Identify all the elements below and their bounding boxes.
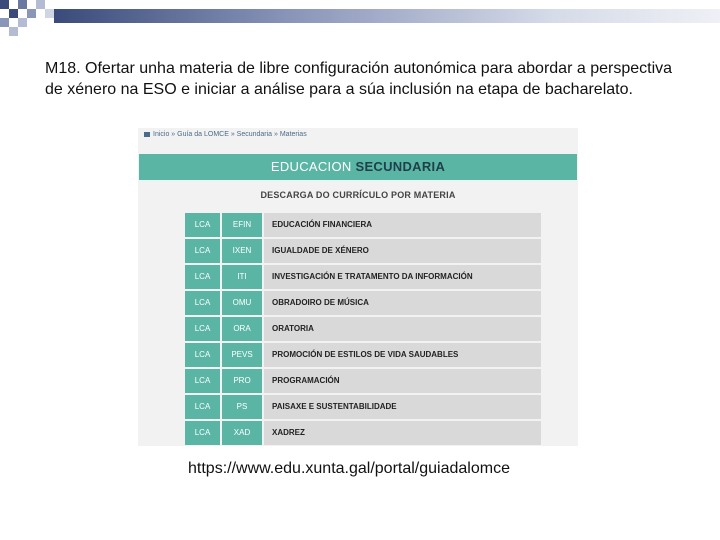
table-row[interactable] [185,239,541,263]
subject-link[interactable]: IGUALDADE DE XÉNERO [264,239,541,263]
table-row[interactable] [185,395,541,419]
type-cell: LCA [185,421,220,445]
deco-gradient-bar [54,9,720,23]
slide-bullet-text: M18. Ofertar unha materia de libre configuración autonómica para abordar a perspectiva de xénero na ESO e iniciar a análise para a súa inclusión na etapa de bacharelato. [45,60,673,98]
title-bold: SECUNDARIA [355,159,446,174]
slide-decoration [0,0,720,36]
type-cell: LCA [185,265,220,289]
type-cell: LCA [185,291,220,315]
type-cell: LCA [185,213,220,237]
breadcrumb [144,131,307,138]
deco-square [18,0,27,9]
deco-square [45,9,54,18]
code-cell: ORA [222,317,262,341]
deco-square [36,0,45,9]
subject-link[interactable]: INVESTIGACIÓN E TRATAMENTO DA INFORMACIÓN [264,265,541,289]
subject-link[interactable]: EDUCACIÓN FINANCIERA [264,213,541,237]
section-banner [139,154,577,182]
section-subtitle: DESCARGA DO CURRÍCULO POR MATERIA [260,190,456,200]
code-cell: ITI [222,265,262,289]
code-cell: OMU [222,291,262,315]
code-cell: PS [222,395,262,419]
subject-link[interactable]: OBRADOIRO DE MÚSICA [264,291,541,315]
table-row[interactable] [185,291,541,315]
deco-square [18,18,27,27]
source-url[interactable]: https://www.edu.xunta.gal/portal/guiadalomce [188,460,510,477]
subject-link[interactable]: XADREZ [264,421,541,445]
subject-link[interactable]: ORATORIA [264,317,541,341]
table-row[interactable] [185,317,541,341]
home-icon [144,132,150,137]
table-row[interactable] [185,421,541,445]
deco-square [9,9,18,18]
code-cell: IXEN [222,239,262,263]
breadcrumb-text: Inicio » Guía da LOMCE » Secundaria » Materias [153,131,307,138]
page-title [139,159,577,174]
table-row[interactable] [185,213,541,237]
table-row[interactable] [185,265,541,289]
type-cell: LCA [185,369,220,393]
code-cell: PEVS [222,343,262,367]
deco-square [0,18,9,27]
code-cell: EFIN [222,213,262,237]
code-cell: PRO [222,369,262,393]
deco-square [9,27,18,36]
type-cell: LCA [185,317,220,341]
type-cell: LCA [185,343,220,367]
table-row[interactable] [185,343,541,367]
type-cell: LCA [185,395,220,419]
deco-square [0,0,9,9]
table-row[interactable] [185,369,541,393]
subject-link[interactable]: PROGRAMACIÓN [264,369,541,393]
deco-square [27,9,36,18]
type-cell: LCA [185,239,220,263]
code-cell: XAD [222,421,262,445]
subject-link[interactable]: PROMOCIÓN DE ESTILOS DE VIDA SAUDABLES [264,343,541,367]
embedded-screenshot [138,128,578,446]
subject-link[interactable]: PAISAXE E SUSTENTABILIDADE [264,395,541,419]
subjects-table [185,213,541,446]
title-light: EDUCACION [270,159,356,174]
